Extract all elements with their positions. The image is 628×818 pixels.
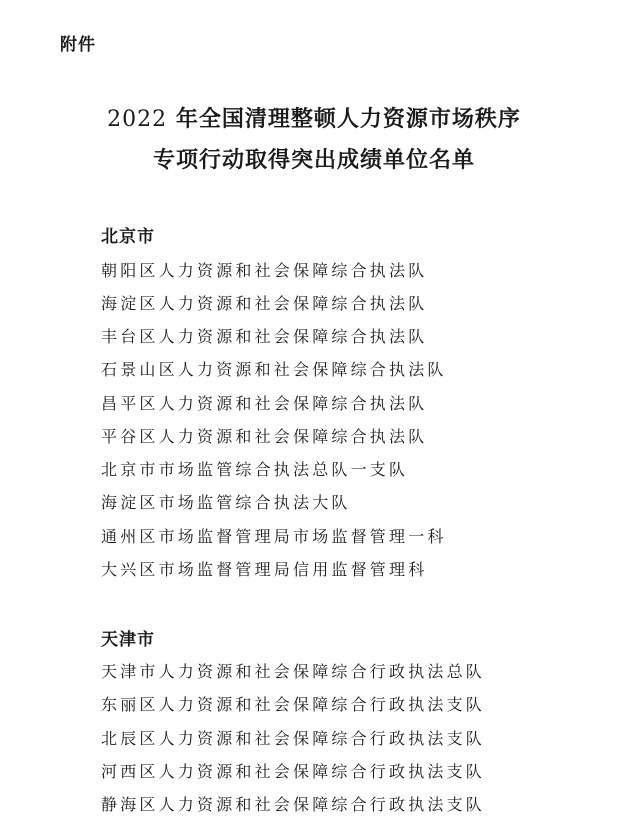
- title-line-2: 专项行动取得突出成绩单位名单: [152, 148, 475, 173]
- section-heading-beijing: 北京市: [101, 227, 155, 247]
- title-line-1: [0, 102, 628, 133]
- unit-item: 天津市人力资源和社会保障综合行政执法总队: [101, 662, 486, 681]
- unit-item: 北京市市场监管综合执法总队一支队: [101, 460, 409, 479]
- unit-item: 河西区人力资源和社会保障综合行政执法支队: [101, 762, 486, 781]
- unit-item: 朝阳区人力资源和社会保障综合执法队: [101, 261, 428, 280]
- unit-item: 海淀区市场监管综合执法大队: [101, 493, 351, 512]
- unit-item: 昌平区人力资源和社会保障综合执法队: [101, 394, 428, 413]
- unit-item: 石景山区人力资源和社会保障综合执法队: [101, 360, 447, 379]
- unit-item: 北辰区人力资源和社会保障综合行政执法支队: [101, 729, 486, 748]
- section-heading-tianjin: 天津市: [101, 630, 155, 650]
- unit-item: 大兴区市场监督管理局信用监督管理科: [101, 560, 428, 579]
- unit-item: 通州区市场监督管理局市场监督管理一科: [101, 527, 447, 546]
- title-line-1-text: 年全国清理整顿人力资源市场秩序: [167, 107, 521, 132]
- unit-item: 丰台区人力资源和社会保障综合执法队: [101, 327, 428, 346]
- unit-item: 平谷区人力资源和社会保障综合执法队: [101, 427, 428, 446]
- unit-item: 静海区人力资源和社会保障综合行政执法支队: [101, 795, 486, 814]
- unit-item: 东丽区人力资源和社会保障综合行政执法支队: [101, 695, 486, 714]
- unit-item: 海淀区人力资源和社会保障综合执法队: [101, 294, 428, 313]
- attachment-label: 附件: [60, 35, 96, 55]
- title-year: 2022: [107, 107, 168, 132]
